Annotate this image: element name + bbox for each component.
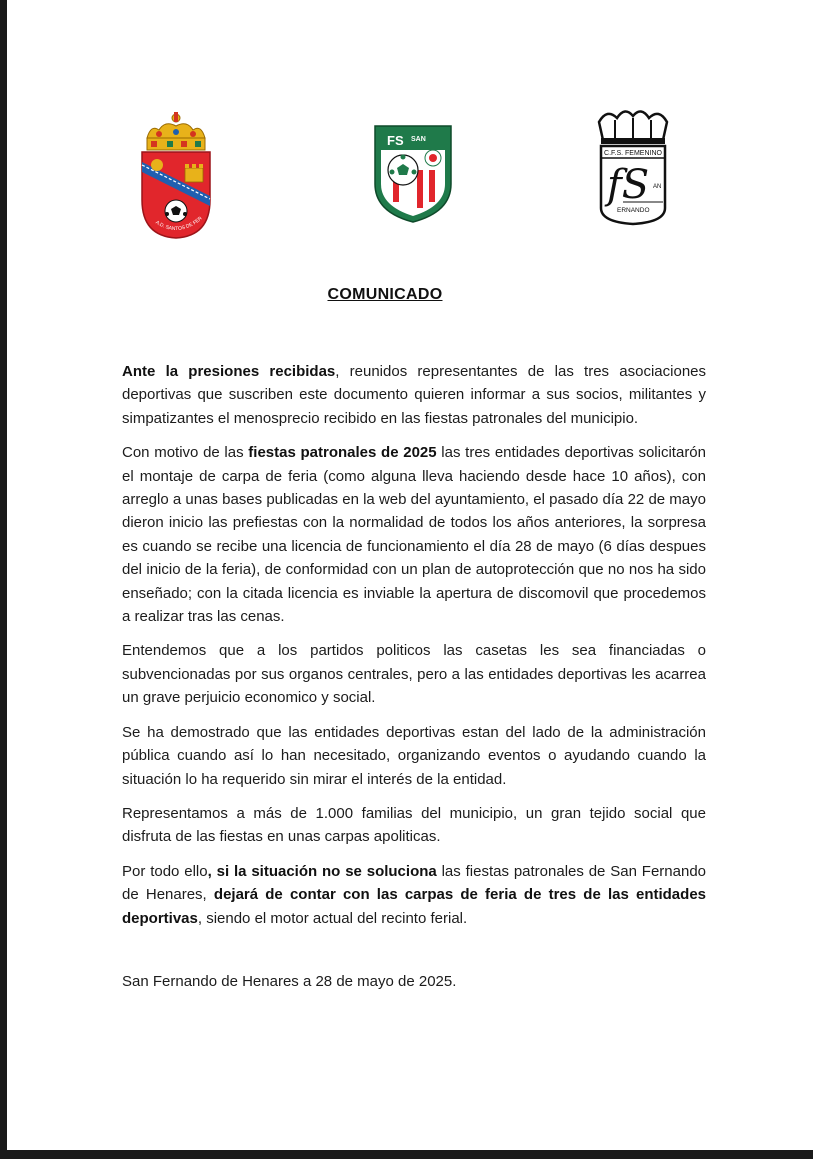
signoff-date: San Fernando de Henares a 28 de mayo de 2025. xyxy=(122,973,457,990)
svg-text:C.F.S. FEMENINO: C.F.S. FEMENINO xyxy=(604,150,662,157)
paragraph xyxy=(122,721,706,791)
paragraph xyxy=(122,802,706,849)
crown-icon xyxy=(599,111,667,144)
crown-icon xyxy=(147,112,205,150)
text-run: , reunidos representantes de las tres asociaciones deportivas que suscriben este documento quieren informar a sus socios, militantes y simpatizantes el menosprecio recibido en las fiestas patronales del municipio. xyxy=(122,363,706,427)
bold-text-run: Ante la presiones recibidas xyxy=(122,363,336,380)
soccer-ball-icon xyxy=(165,200,187,222)
bold-text-run: , si la situación no se soluciona xyxy=(207,862,437,880)
club-crest-logo xyxy=(137,110,215,240)
logos-row xyxy=(7,108,813,243)
paragraph xyxy=(122,360,706,430)
svg-text:SAN: SAN xyxy=(411,136,426,143)
paragraph xyxy=(122,441,706,628)
paragraph xyxy=(122,860,706,930)
bold-text-run: dejará de contar con las carpas de feria de tres de las entidades deportivas xyxy=(122,886,707,927)
text-run: las tres entidades deportivas solicitarón el montaje de carpa de feria (como alguna lleva haciendo desde hace 10 años), con arreglo a unas bases publicadas en la web del ayuntamiento, el pasado día 22 de mayo dieron inicio las prefiestas con la normalidad de todos los años anteriores, la sorpresa es cuando se recibe una licencia de funcionamiento el día 28 de mayo (6 días despues del inicio de la feria), de conformidad con un plan de autoprotección que no nos ha sido enseñado; con la citada licencia es inviable la apertura de discomovil que procedemos a realizar tras las cenas. xyxy=(122,444,706,626)
text-run: Representamos a más de 1.000 familias del municipio, un gran tejido social que disfruta de las fiestas en unas carpas apoliticas. xyxy=(122,804,706,846)
svg-text:AN: AN xyxy=(653,184,662,190)
svg-text:fS: fS xyxy=(607,162,650,208)
paragraph xyxy=(122,639,706,709)
page-title: COMUNICADO xyxy=(327,286,443,303)
text-run: las fiestas patronales de San Fernando de Henares, xyxy=(122,862,707,904)
bold-text-run: fiestas patronales de 2025 xyxy=(248,444,437,462)
document-page xyxy=(7,0,813,1150)
document-body xyxy=(122,360,706,941)
text-run: Con motivo de las xyxy=(122,444,249,462)
text-run: Se ha demostrado que las entidades deportivas estan del lado de la administración pública cuando así lo han necesitado, organizando eventos o ayudando cuando la situación lo ha requerido sin mirar el interés de la entidad. xyxy=(122,723,706,788)
svg-text:A.D. SANTOS DE FERNANDO: A.D. SANTOS DE FER xyxy=(154,215,204,233)
soccer-ball-icon xyxy=(388,155,418,186)
cfs-femenino-logo xyxy=(593,108,673,226)
svg-text:FS: FS xyxy=(387,133,404,148)
fs-san-fernando-logo xyxy=(373,124,453,224)
svg-text:ERNANDO: ERNANDO xyxy=(617,207,650,214)
text-run: , siendo el motor actual del recinto ferial. xyxy=(197,909,468,927)
text-run: Entendemos que a los partidos politicos las casetas les sea financiadas o subvencionadas por sus organos centrales, pero a las entidades deportivas les acarrea un grave perjuicio economico y social. xyxy=(122,642,706,707)
text-run: Por todo ello xyxy=(122,862,208,880)
